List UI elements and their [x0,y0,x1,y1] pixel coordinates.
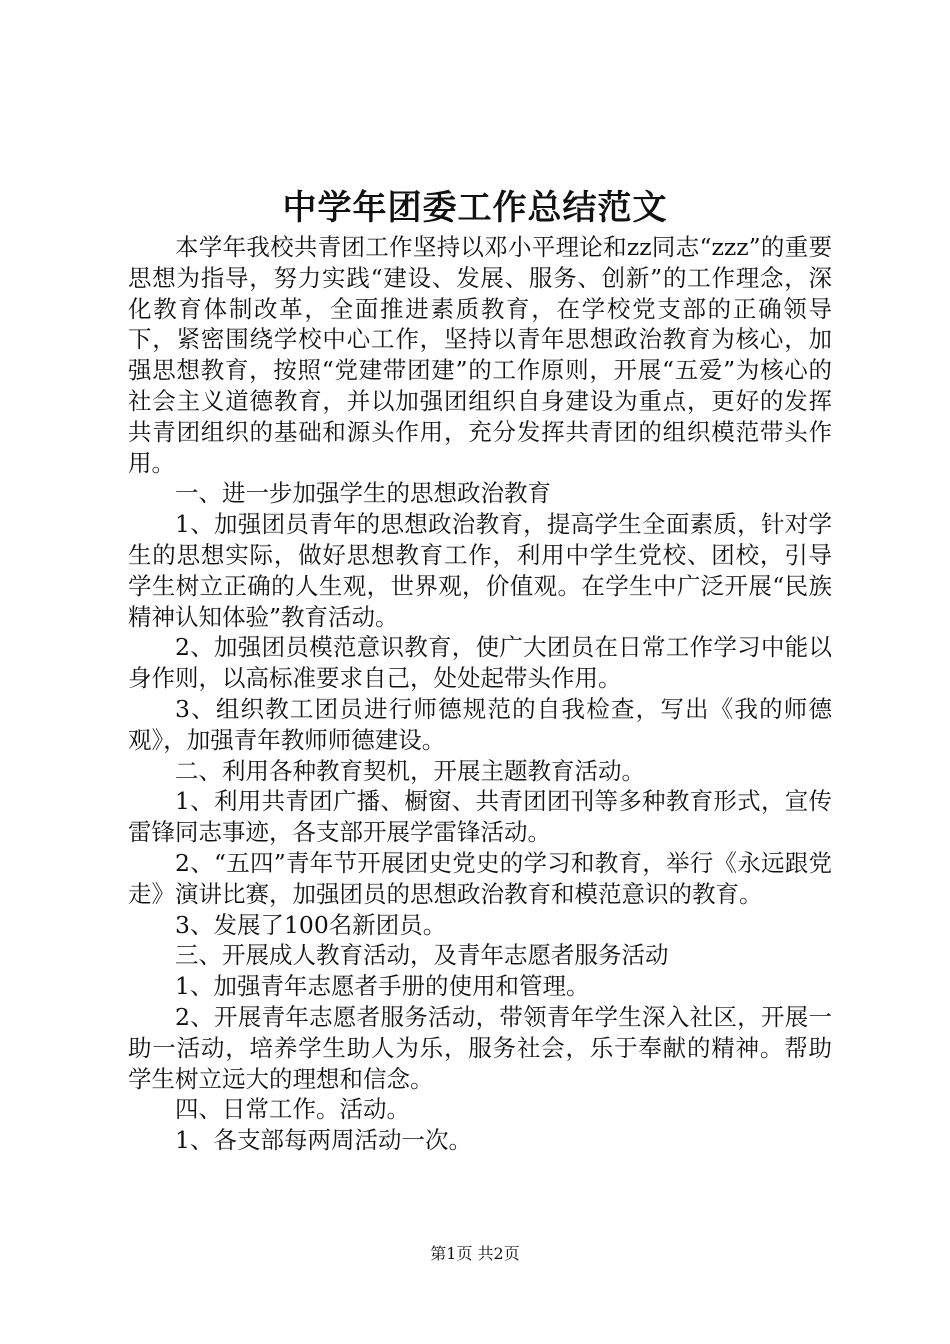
page-footer: 第1页 共2页 [430,1244,520,1263]
list-item: 2、开展青年志愿者服务活动，带领青年学生深入社区，开展一助一活动，培养学生助人为乐，服务社会，乐于奉献的精神。帮助学生树立远大的理想和信念。 [128,1002,832,1093]
section-heading-2: 二、利用各种教育契机，开展主题教育活动。 [175,756,645,785]
list-item: 2、“五四”青年节开展团史党史的学习和教育，举行《永远跟党走》演讲比赛，加强团员的思想政治教育和模范意识的教育。 [128,848,832,908]
document-title: 中学年团委工作总结范文 [282,188,668,228]
list-item: 3、组织教工团员进行师德规范的自我检查，写出《我的师德观》，加强青年教师师德建设。 [128,694,832,754]
list-item: 1、加强团员青年的思想政治教育，提高学生全面素质，针对学生的思想实际，做好思想教育工作，利用中学生党校、团校，引导学生树立正确的人生观，世界观，价值观。在学生中广泛开展“民族精神认知体验”教育活动。 [128,510,832,631]
document-body [128,232,832,1156]
list-item: 2、加强团员模范意识教育，使广大团员在日常工作学习中能以身作则，以高标准要求自己，处处起带头作用。 [128,633,832,693]
section-heading-1: 一、进一步加强学生的思想政治教育 [175,479,551,508]
list-item: 1、各支部每两周活动一次。 [175,1126,472,1155]
list-item: 1、加强青年志愿者手册的使用和管理。 [175,972,590,1001]
list-item: 3、发展了100名新团员。 [175,910,447,939]
section-heading-4: 四、日常工作。活动。 [175,1095,410,1124]
list-item: 1、利用共青团广播、橱窗、共青团团刊等多种教育形式，宣传雷锋同志事迹，各支部开展学雷锋活动。 [128,787,832,847]
section-heading-3: 三、开展成人教育活动，及青年志愿者服务活动 [175,941,669,970]
intro-paragraph: 本学年我校共青团工作坚持以邓小平理论和zz同志“zzz”的重要思想为指导，努力实践“建设、发展、服务、创新”的工作理念，深化教育体制改革，全面推进素质教育，在学校党支部的正确领导下，紧密围绕学校中心工作，坚持以青年思想政治教育为核心，加强思想教育，按照“党建带团建”的工作原则，开展“五爱”为核心的社会主义道德教育，并以加强团组织自身建设为重点，更好的发挥共青团组织的基础和源头作用，充分发挥共青团的组织模范带头作用。 [128,233,832,477]
